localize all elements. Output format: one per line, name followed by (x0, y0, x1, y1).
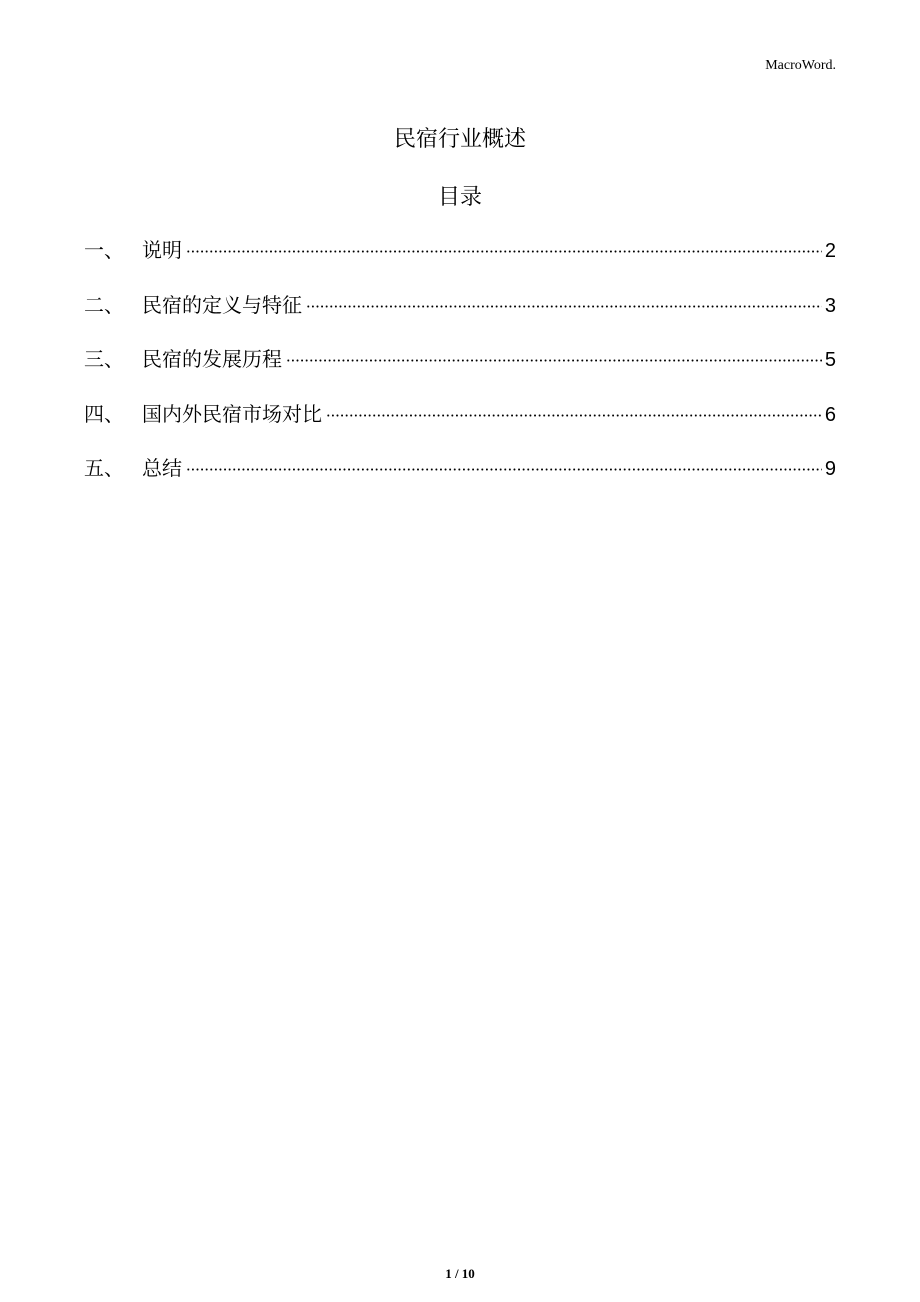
toc-heading: 目录 (437, 185, 482, 210)
toc-dot-leader (286, 359, 822, 362)
toc-entry-label: 民宿的发展历程 (142, 347, 282, 371)
toc-entry-number: 四、 (84, 401, 124, 426)
toc-entry-3[interactable] (84, 343, 836, 398)
toc-dot-leader (186, 250, 822, 253)
page-number-footer: 1 / 10 (445, 1266, 475, 1281)
page-header-brand: MacroWord. (765, 58, 836, 73)
toc-entry-4[interactable] (84, 398, 836, 453)
table-of-contents (84, 234, 836, 507)
toc-entry-label: 说明 (142, 238, 182, 262)
toc-entry-number: 五、 (84, 456, 124, 480)
toc-entry-page: 6 (824, 403, 836, 426)
toc-entry-page: 5 (824, 349, 836, 371)
toc-entry-number: 二、 (84, 292, 124, 317)
toc-entry-2[interactable] (84, 289, 836, 344)
toc-dot-leader (326, 414, 822, 417)
toc-entry-label: 国内外民宿市场对比 (142, 401, 322, 426)
toc-entry-number: 一、 (84, 238, 124, 262)
toc-entry-label: 总结 (142, 456, 182, 480)
toc-entry-label: 民宿的定义与特征 (142, 292, 302, 317)
toc-entry-number: 三、 (84, 347, 124, 371)
toc-entry-page: 9 (824, 458, 836, 480)
document-title: 民宿行业概述 (393, 127, 526, 152)
toc-entry-page: 2 (824, 240, 836, 262)
toc-dot-leader (186, 468, 822, 471)
toc-entry-page: 3 (824, 294, 836, 317)
toc-entry-5[interactable] (84, 452, 836, 507)
toc-entry-1[interactable] (84, 234, 836, 289)
toc-dot-leader (306, 305, 822, 308)
